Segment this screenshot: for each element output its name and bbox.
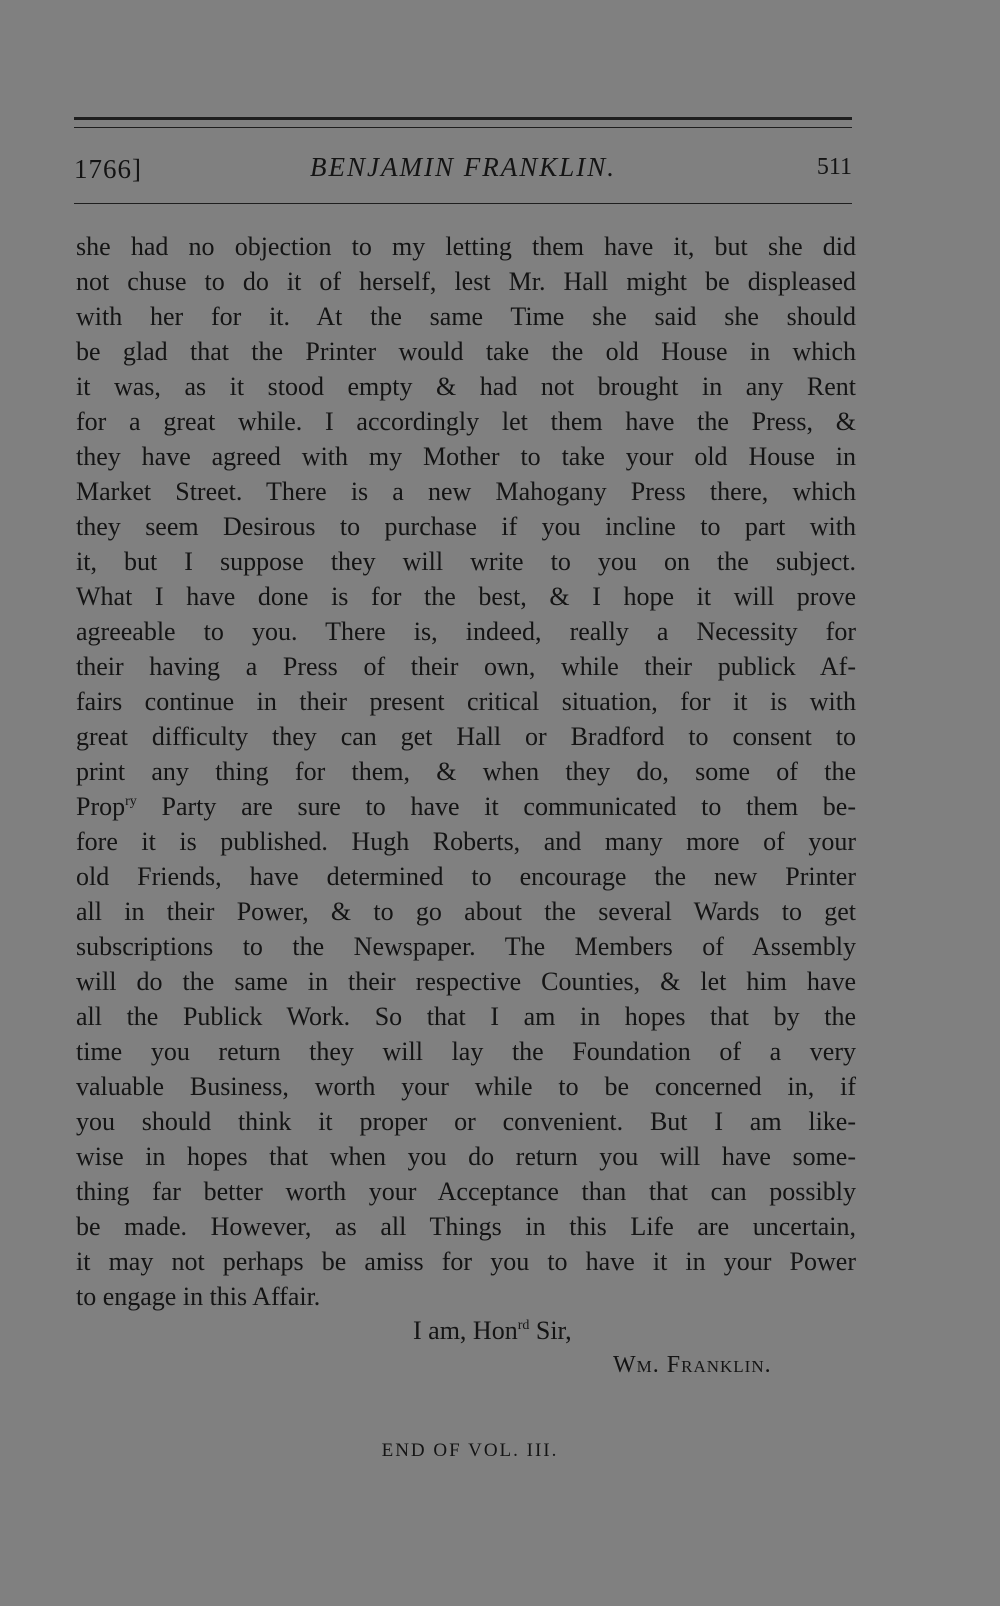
- closing-salutation: I am, Hon$^{rd}$ Sir,: [413, 1316, 572, 1345]
- text-line: What I have done is for the best, & I hope it will prove: [76, 582, 856, 611]
- text-line: be made. However, as all Things in this Life are uncertain,: [76, 1212, 856, 1241]
- text-line: agreeable to you. There is, indeed, really a Necessity for: [76, 617, 856, 646]
- superscript-abbrev: rd: [517, 1318, 530, 1333]
- text-line: print any thing for them, & when they do, some of the: [76, 757, 856, 786]
- text-line: fore it is published. Hugh Roberts, and many more of your: [76, 827, 856, 856]
- signature: Wm. Franklin.: [613, 1352, 772, 1378]
- text-line: thing far better worth your Acceptance than that can possibly: [76, 1177, 856, 1206]
- text-line: Prop$^{ry}$ Party are sure to have it communicated to them be-: [76, 792, 856, 821]
- text-line: old Friends, have determined to encourage the new Printer: [76, 862, 856, 891]
- text-line: she had no objection to my letting them have it, but she did: [76, 232, 856, 261]
- text-line: great difficulty they can get Hall or Bradford to consent to: [76, 722, 856, 751]
- text-line: with her for it. At the same Time she said she should: [76, 302, 856, 331]
- text-line: will do the same in their respective Counties, & let him have: [76, 967, 856, 996]
- text-line: all in their Power, & to go about the several Wards to get: [76, 897, 856, 926]
- top-rule-thin: [74, 127, 852, 128]
- top-rule-thick: [74, 117, 852, 120]
- text-line: to engage in this Affair.: [76, 1282, 321, 1311]
- letter-body: [76, 229, 856, 1314]
- text-line: they seem Desirous to purchase if you incline to part with: [76, 512, 856, 541]
- text-line: they have agreed with my Mother to take your old House in: [76, 442, 856, 471]
- text-line: be glad that the Printer would take the old House in which: [76, 337, 856, 366]
- text-line: valuable Business, worth your while to be concerned in, if: [76, 1072, 856, 1101]
- text-line: fairs continue in their present critical situation, for it is with: [76, 687, 856, 716]
- page-number: 511: [816, 154, 852, 180]
- superscript-abbrev: ry: [125, 794, 137, 809]
- header-rule: [74, 203, 852, 204]
- text-line: it was, as it stood empty & had not brought in any Rent: [76, 372, 856, 401]
- text-line: time you return they will lay the Foundation of a very: [76, 1037, 856, 1066]
- text-line: subscriptions to the Newspaper. The Members of Assembly: [76, 932, 856, 961]
- text-line: wise in hopes that when you do return you will have some-: [76, 1142, 856, 1171]
- text-line: not chuse to do it of herself, lest Mr. Hall might be displeased: [76, 267, 856, 296]
- text-line: it, but I suppose they will write to you on the subject.: [76, 547, 856, 576]
- text-line: their having a Press of their own, while their publick Af-: [76, 652, 856, 681]
- header-title: BENJAMIN FRANKLIN.: [310, 152, 616, 182]
- text-line: it may not perhaps be amiss for you to have it in your Power: [76, 1247, 856, 1276]
- text-line: for a great while. I accordingly let them have the Press, &: [76, 407, 856, 436]
- text-line: all the Publick Work. So that I am in hopes that by the: [76, 1002, 856, 1031]
- header-year: 1766]: [74, 154, 142, 184]
- end-of-volume-note: END OF VOL. III.: [381, 1440, 559, 1461]
- running-header: [74, 148, 852, 188]
- text-line: you should think it proper or convenient. But I am like-: [76, 1107, 856, 1136]
- text-line: Market Street. There is a new Mahogany Press there, which: [76, 477, 856, 506]
